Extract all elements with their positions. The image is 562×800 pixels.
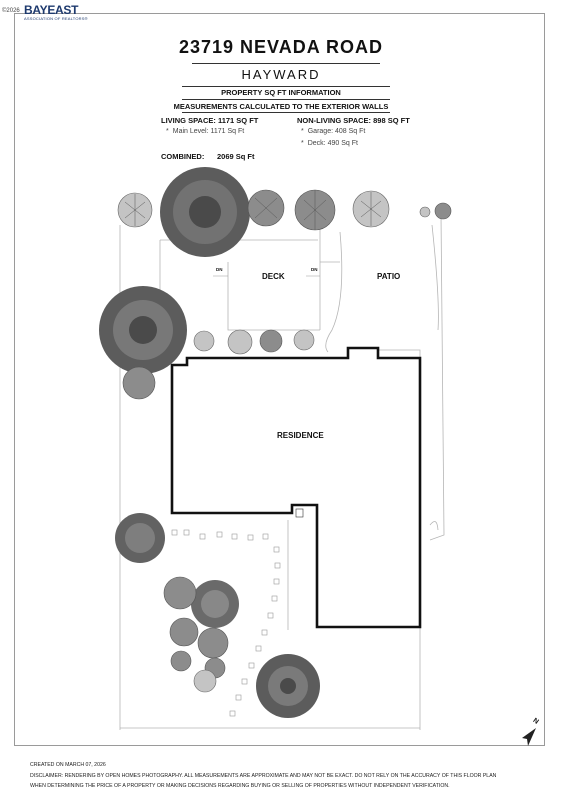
tree-medium-dark-5 — [191, 580, 239, 628]
dn-label-deck: DN — [216, 267, 223, 272]
copyright-text: ©2026 — [2, 8, 20, 14]
tree-medium-dark-4 — [256, 654, 320, 718]
info-heading: PROPERTY SQ FT INFORMATION — [221, 88, 341, 97]
non-living-item-label: Deck: 490 Sq Ft — [307, 140, 358, 147]
patio-label: PATIO — [377, 272, 401, 281]
measurement-note: MEASUREMENTS CALCULATED TO THE EXTERIOR WALLS — [173, 102, 389, 111]
created-date: CREATED ON MARCH 07, 2026 — [30, 762, 106, 768]
compass-letter: N — [531, 717, 540, 726]
bullet-mark: * — [301, 128, 304, 135]
tree-large-dark-1 — [160, 167, 250, 257]
deck-label: DECK — [262, 272, 285, 281]
dn-label-patio: DN — [311, 267, 318, 272]
disclaimer-line-2: WHEN DETERMINING THE PRICE OF A PROPERTY OR MAKING DECISIONS REGARDING BUYING OR SELLING OF PROPERTIES WITHOUT INDEPENDENT VERIFICATION. — [30, 783, 450, 789]
living-item-label: Main Level: 1171 Sq Ft — [172, 128, 245, 135]
property-city: HAYWARD — [241, 67, 321, 82]
living-space-total: LIVING SPACE: 1171 SQ FT — [161, 116, 259, 125]
tree-large-dark-2 — [99, 286, 187, 374]
bullet-mark: * — [166, 128, 169, 135]
brand-subtitle: ASSOCIATION OF REALTORS® — [24, 16, 88, 21]
non-living-space-total: NON-LIVING SPACE: 898 SQ FT — [297, 116, 410, 125]
property-address: 23719 NEVADA ROAD — [178, 37, 384, 57]
compass-icon — [522, 728, 536, 746]
residence-label: RESIDENCE — [277, 431, 324, 440]
combined-label: COMBINED: — [161, 152, 205, 161]
combined-value: 2069 Sq Ft — [217, 152, 255, 161]
brand-logo: BAYEAST — [24, 3, 79, 17]
disclaimer-line-1: DISCLAIMER: RENDERING BY OPEN HOMES PHOTOGRAPHY. ALL MEASUREMENTS ARE APPROXIMATE AND MAY NOT BE EXACT. DO NOT RELY ON THE ACCURACY OF THIS FLOOR PLAN — [30, 773, 497, 779]
tree-medium-dark-3 — [115, 513, 165, 563]
non-living-item-label: Garage: 408 Sq Ft — [307, 128, 366, 135]
bullet-mark: * — [301, 140, 304, 147]
